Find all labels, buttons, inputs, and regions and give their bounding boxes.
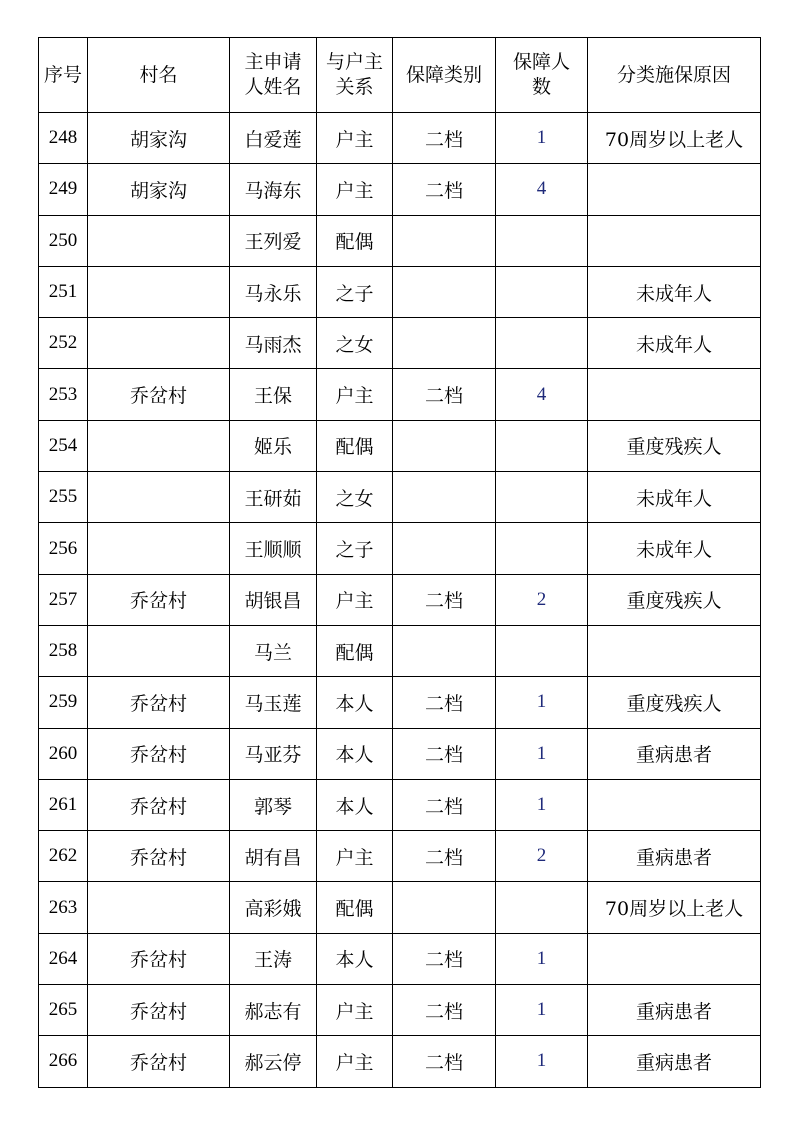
cell-reason: 重度残疾人 — [588, 420, 761, 471]
cell-seq: 249 — [39, 164, 88, 215]
cell-relation: 户主 — [317, 574, 393, 625]
header-category: 保障类别 — [393, 38, 496, 113]
cell-category: 二档 — [393, 1036, 496, 1087]
header-count — [496, 38, 588, 113]
header-village: 村名 — [88, 38, 230, 113]
cell-reason: 重病患者 — [588, 728, 761, 779]
cell-reason: 重度残疾人 — [588, 574, 761, 625]
cell-relation: 之子 — [317, 266, 393, 317]
cell-village: 乔岔村 — [88, 933, 230, 984]
cell-reason — [588, 779, 761, 830]
table-row — [39, 266, 761, 317]
assistance-table — [38, 37, 761, 1088]
cell-relation: 本人 — [317, 933, 393, 984]
cell-village — [88, 266, 230, 317]
cell-relation: 之女 — [317, 472, 393, 523]
table-row — [39, 1036, 761, 1087]
cell-relation: 本人 — [317, 677, 393, 728]
cell-village: 乔岔村 — [88, 831, 230, 882]
cell-reason: 未成年人 — [588, 472, 761, 523]
cell-seq: 251 — [39, 266, 88, 317]
cell-seq: 258 — [39, 625, 88, 676]
cell-seq: 264 — [39, 933, 88, 984]
cell-count — [496, 523, 588, 574]
cell-count: 2 — [496, 831, 588, 882]
cell-category — [393, 472, 496, 523]
cell-name: 王列爱 — [230, 215, 317, 266]
header-count-line2: 数 — [531, 76, 551, 98]
cell-count: 2 — [496, 574, 588, 625]
cell-village: 乔岔村 — [88, 1036, 230, 1087]
cell-reason — [588, 164, 761, 215]
table-row — [39, 420, 761, 471]
cell-village — [88, 215, 230, 266]
cell-seq: 259 — [39, 677, 88, 728]
cell-count: 1 — [496, 985, 588, 1036]
cell-category — [393, 318, 496, 369]
header-relation — [317, 38, 393, 113]
cell-seq: 248 — [39, 113, 88, 164]
cell-count — [496, 215, 588, 266]
cell-village: 胡家沟 — [88, 164, 230, 215]
cell-name: 马亚芬 — [230, 728, 317, 779]
cell-reason: 70周岁以上老人 — [588, 113, 761, 164]
cell-count: 1 — [496, 677, 588, 728]
table-row — [39, 574, 761, 625]
table-body — [39, 113, 761, 1088]
cell-count: 4 — [496, 164, 588, 215]
cell-count — [496, 420, 588, 471]
cell-name: 王研茹 — [230, 472, 317, 523]
cell-relation: 配偶 — [317, 882, 393, 933]
cell-name: 郭琴 — [230, 779, 317, 830]
cell-name: 王顺顺 — [230, 523, 317, 574]
table-row — [39, 625, 761, 676]
cell-count: 1 — [496, 113, 588, 164]
cell-village — [88, 625, 230, 676]
cell-name: 马永乐 — [230, 266, 317, 317]
cell-seq: 255 — [39, 472, 88, 523]
table-row — [39, 882, 761, 933]
cell-reason: 未成年人 — [588, 318, 761, 369]
cell-seq: 256 — [39, 523, 88, 574]
cell-count: 1 — [496, 1036, 588, 1087]
cell-reason — [588, 215, 761, 266]
cell-count: 1 — [496, 933, 588, 984]
cell-seq: 266 — [39, 1036, 88, 1087]
cell-category: 二档 — [393, 113, 496, 164]
table-row — [39, 164, 761, 215]
cell-village: 胡家沟 — [88, 113, 230, 164]
cell-seq: 261 — [39, 779, 88, 830]
header-relation-line1: 与户主 — [325, 51, 383, 73]
cell-relation: 配偶 — [317, 420, 393, 471]
cell-name: 马海东 — [230, 164, 317, 215]
cell-category — [393, 420, 496, 471]
cell-seq: 257 — [39, 574, 88, 625]
cell-reason: 重度残疾人 — [588, 677, 761, 728]
cell-name: 王保 — [230, 369, 317, 420]
cell-reason: 未成年人 — [588, 523, 761, 574]
cell-seq: 254 — [39, 420, 88, 471]
cell-relation: 本人 — [317, 728, 393, 779]
cell-reason: 重病患者 — [588, 1036, 761, 1087]
table-row — [39, 369, 761, 420]
cell-seq: 253 — [39, 369, 88, 420]
cell-category: 二档 — [393, 933, 496, 984]
cell-seq: 260 — [39, 728, 88, 779]
cell-count: 1 — [496, 779, 588, 830]
cell-count: 4 — [496, 369, 588, 420]
cell-count — [496, 882, 588, 933]
cell-seq: 263 — [39, 882, 88, 933]
cell-relation: 户主 — [317, 985, 393, 1036]
table-row — [39, 318, 761, 369]
cell-reason — [588, 933, 761, 984]
table-row — [39, 472, 761, 523]
cell-relation: 之女 — [317, 318, 393, 369]
header-applicant-line2: 人姓名 — [244, 76, 302, 98]
cell-village: 乔岔村 — [88, 779, 230, 830]
cell-village — [88, 472, 230, 523]
cell-name: 白爱莲 — [230, 113, 317, 164]
cell-village — [88, 882, 230, 933]
cell-name: 姬乐 — [230, 420, 317, 471]
cell-relation: 户主 — [317, 164, 393, 215]
cell-village: 乔岔村 — [88, 985, 230, 1036]
cell-category: 二档 — [393, 831, 496, 882]
cell-relation: 户主 — [317, 113, 393, 164]
cell-name: 王涛 — [230, 933, 317, 984]
cell-category: 二档 — [393, 164, 496, 215]
cell-village: 乔岔村 — [88, 369, 230, 420]
table-row — [39, 523, 761, 574]
cell-category — [393, 882, 496, 933]
cell-relation: 之子 — [317, 523, 393, 574]
table-row — [39, 677, 761, 728]
table-row — [39, 215, 761, 266]
table-row — [39, 113, 761, 164]
cell-relation: 户主 — [317, 1036, 393, 1087]
header-applicant-line1: 主申请 — [244, 51, 302, 73]
cell-village: 乔岔村 — [88, 574, 230, 625]
cell-count — [496, 266, 588, 317]
cell-village — [88, 318, 230, 369]
cell-category: 二档 — [393, 574, 496, 625]
table-row — [39, 933, 761, 984]
cell-name: 胡有昌 — [230, 831, 317, 882]
table-row — [39, 779, 761, 830]
header-applicant — [230, 38, 317, 113]
cell-village: 乔岔村 — [88, 728, 230, 779]
header-count-line1: 保障人 — [512, 51, 570, 73]
cell-category — [393, 215, 496, 266]
cell-village — [88, 523, 230, 574]
cell-seq: 265 — [39, 985, 88, 1036]
cell-category — [393, 625, 496, 676]
cell-count — [496, 472, 588, 523]
cell-relation: 配偶 — [317, 215, 393, 266]
cell-category: 二档 — [393, 779, 496, 830]
cell-reason: 重病患者 — [588, 985, 761, 1036]
cell-seq: 252 — [39, 318, 88, 369]
cell-name: 马玉莲 — [230, 677, 317, 728]
cell-name: 郝志有 — [230, 985, 317, 1036]
cell-name: 胡银昌 — [230, 574, 317, 625]
cell-reason: 重病患者 — [588, 831, 761, 882]
table-row — [39, 985, 761, 1036]
cell-name: 高彩娥 — [230, 882, 317, 933]
cell-count — [496, 318, 588, 369]
cell-count — [496, 625, 588, 676]
cell-name: 马雨杰 — [230, 318, 317, 369]
cell-category: 二档 — [393, 677, 496, 728]
cell-village: 乔岔村 — [88, 677, 230, 728]
cell-category: 二档 — [393, 985, 496, 1036]
cell-category — [393, 523, 496, 574]
cell-relation: 配偶 — [317, 625, 393, 676]
table-row — [39, 831, 761, 882]
cell-seq: 250 — [39, 215, 88, 266]
cell-relation: 户主 — [317, 369, 393, 420]
cell-relation: 本人 — [317, 779, 393, 830]
table-row — [39, 728, 761, 779]
cell-reason: 未成年人 — [588, 266, 761, 317]
header-row — [39, 38, 761, 113]
header-relation-line2: 关系 — [335, 76, 374, 98]
header-seq: 序号 — [39, 38, 88, 113]
cell-name: 马兰 — [230, 625, 317, 676]
cell-seq: 262 — [39, 831, 88, 882]
cell-count: 1 — [496, 728, 588, 779]
cell-name: 郝云停 — [230, 1036, 317, 1087]
cell-reason — [588, 369, 761, 420]
cell-category: 二档 — [393, 728, 496, 779]
header-reason: 分类施保原因 — [588, 38, 761, 113]
cell-reason: 70周岁以上老人 — [588, 882, 761, 933]
cell-category: 二档 — [393, 369, 496, 420]
cell-village — [88, 420, 230, 471]
cell-reason — [588, 625, 761, 676]
cell-relation: 户主 — [317, 831, 393, 882]
cell-category — [393, 266, 496, 317]
